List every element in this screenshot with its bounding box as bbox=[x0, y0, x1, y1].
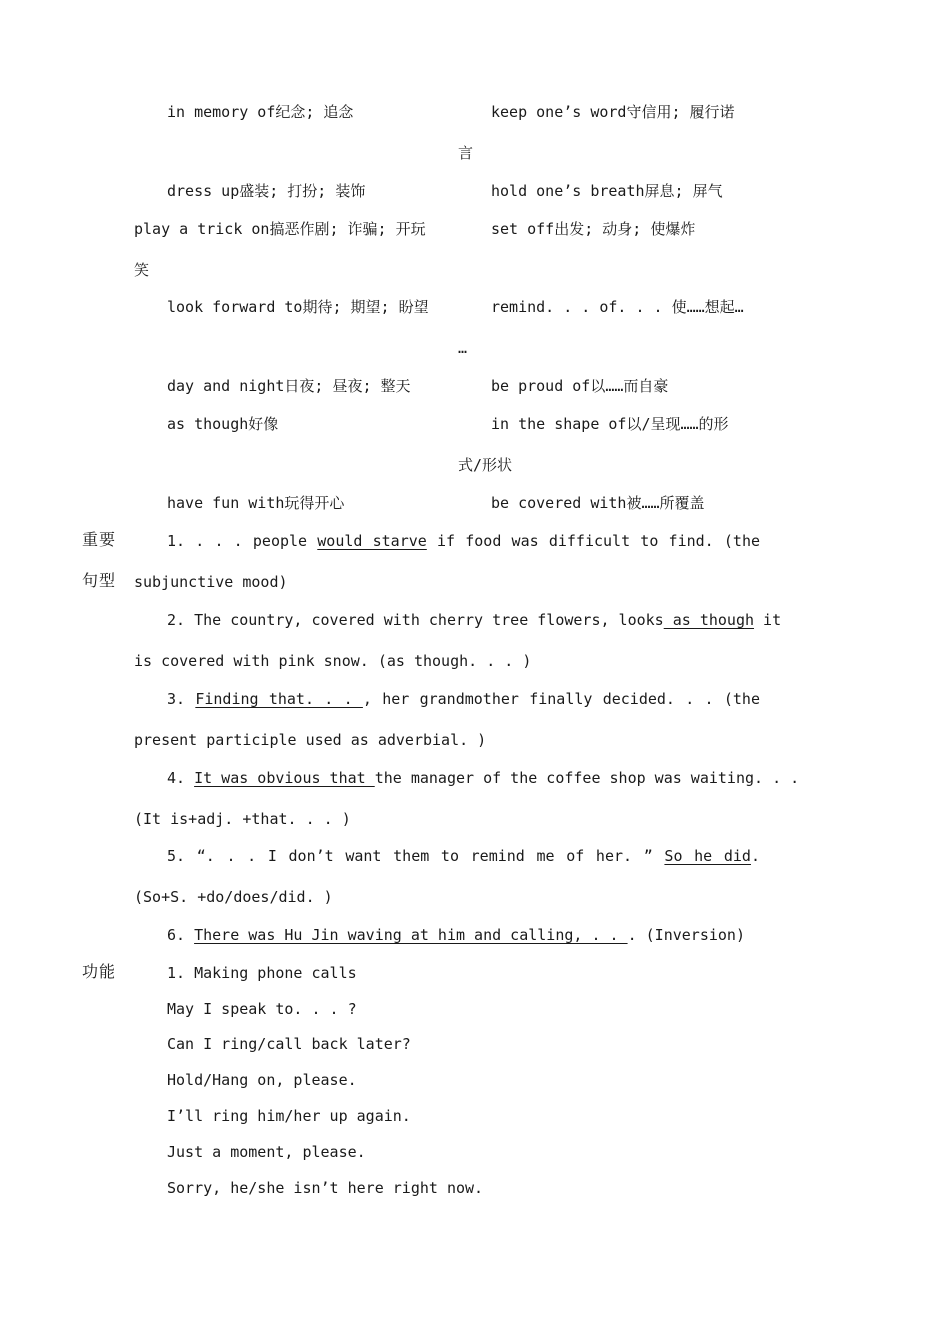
phrase-left-7: have fun with玩得开心 bbox=[167, 494, 345, 512]
sentences-label-line1: 重要 bbox=[82, 530, 117, 549]
sentence-2-underline: as though bbox=[663, 611, 755, 629]
phrase-right-4-cont: … bbox=[458, 339, 468, 357]
phrase-left-6: as though好像 bbox=[167, 415, 279, 433]
sentence-6: 6. There was Hu Jin waving at him and calling, . . . (Inversion) bbox=[167, 926, 745, 944]
phrase-right-6-cont: 式/形状 bbox=[458, 456, 513, 474]
phrase-right-6: in the shape of以/呈现……的形 bbox=[491, 415, 729, 433]
sentence-5-cont: (So+S. +do/does/did. ) bbox=[134, 888, 333, 906]
sentence-6-underline: There was Hu Jin waving at him and calling, . . bbox=[194, 926, 628, 944]
sentences-label-line2: 句型 bbox=[82, 571, 117, 590]
phrase-right-2: hold one’s breath屏息; 屏气 bbox=[491, 182, 723, 200]
phrase-right-1-cont: 言 bbox=[458, 144, 474, 162]
function-line-5: I’ll ring him/her up again. bbox=[167, 1107, 411, 1125]
phrase-left-3-cont: 笑 bbox=[134, 261, 150, 279]
sentence-4-cont: (It is+adj. +that. . . ) bbox=[134, 810, 351, 828]
phrase-left-3: play a trick on搞恶作剧; 诈骗; 开玩 bbox=[134, 220, 426, 238]
sentence-4: 4. It was obvious that the manager of the coffee shop was waiting. . . bbox=[167, 769, 800, 787]
sentence-3: 3. Finding that. . . , her grandmother finally decided. . . (the bbox=[167, 690, 760, 708]
sentence-4-underline: It was obvious that bbox=[194, 769, 375, 787]
sentence-1-underline: would starve bbox=[317, 532, 427, 550]
phrase-left-5: day and night日夜; 昼夜; 整天 bbox=[167, 377, 411, 395]
phrase-left-2: dress up盛装; 打扮; 装饰 bbox=[167, 182, 366, 200]
phrase-left-4: look forward to期待; 期望; 盼望 bbox=[167, 298, 429, 316]
functions-label: 功能 bbox=[82, 962, 117, 981]
function-line-2: May I speak to. . . ? bbox=[167, 1000, 357, 1018]
function-line-7: Sorry, he/she isn’t here right now. bbox=[167, 1179, 484, 1197]
sentence-5: 5. “. . . I don’t want them to remind me of her. ” So he did. bbox=[167, 847, 760, 865]
sentence-3-underline: Finding that. . . bbox=[195, 690, 363, 708]
sentence-3-cont: present participle used as adverbial. ) bbox=[134, 731, 487, 749]
sentence-5-underline: So he did bbox=[664, 847, 751, 865]
function-line-6: Just a moment, please. bbox=[167, 1143, 366, 1161]
phrase-right-5: be proud of以……而自豪 bbox=[491, 377, 669, 395]
phrase-right-7: be covered with被……所覆盖 bbox=[491, 494, 705, 512]
sentence-1: 1. . . . people would starve if food was difficult to find. (the bbox=[167, 532, 761, 550]
phrase-right-3: set off出发; 动身; 使爆炸 bbox=[491, 220, 696, 238]
function-line-4: Hold/Hang on, please. bbox=[167, 1071, 357, 1089]
phrase-right-4: remind. . . of. . . 使……想起… bbox=[491, 298, 744, 316]
sentence-1-cont: subjunctive mood) bbox=[134, 573, 288, 591]
phrase-left-1: in memory of纪念; 追念 bbox=[167, 103, 354, 121]
phrase-right-1: keep one’s word守信用; 履行诺 bbox=[491, 103, 735, 121]
sentence-2-cont: is covered with pink snow. (as though. . . ) bbox=[134, 652, 532, 670]
sentence-2: 2. The country, covered with cherry tree flowers, looks as though it bbox=[167, 611, 782, 629]
function-line-1: 1. Making phone calls bbox=[167, 964, 357, 982]
function-line-3: Can I ring/call back later? bbox=[167, 1035, 411, 1053]
